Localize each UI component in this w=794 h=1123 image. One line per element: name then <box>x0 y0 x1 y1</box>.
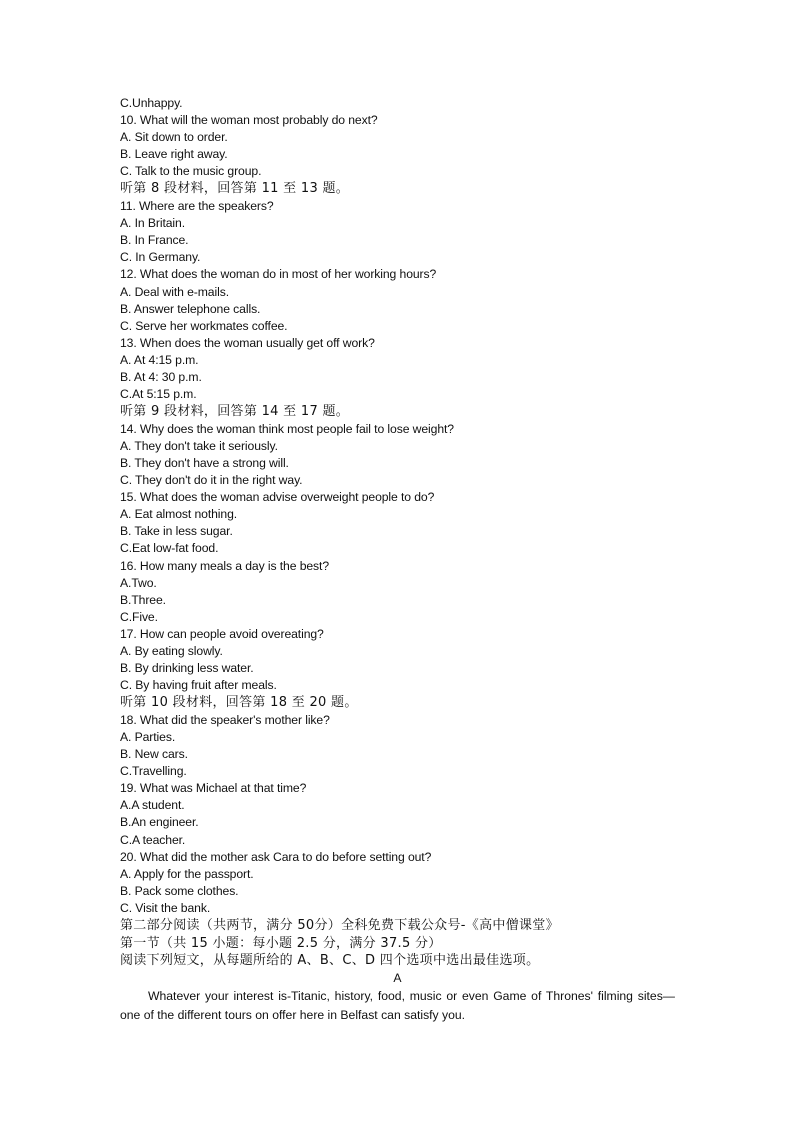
question-10: 10. What will the woman most probably do next? <box>120 113 378 128</box>
question-12: 12. What does the woman do in most of her working hours? <box>120 267 437 282</box>
option-line: C. Visit the bank. <box>120 900 211 915</box>
text-line: C.Unhappy. <box>120 96 183 110</box>
option-line: A. Sit down to order. <box>120 130 228 145</box>
option-line: C.Eat low-fat food. <box>120 541 219 556</box>
option-line: A. Apply for the passport. <box>120 866 254 881</box>
reading-instruction: 阅读下列短文，从每题所给的 A、B、C、D 四个选项中选出最佳选项。 <box>120 953 540 969</box>
option-line: C. Serve her workmates coffee. <box>120 318 288 333</box>
question-13: 13. When does the woman usually get off work? <box>120 335 375 350</box>
option-line: A. At 4:15 p.m. <box>120 352 199 367</box>
question-18: 18. What did the speaker's mother like? <box>120 712 330 727</box>
option-line: B. In France. <box>120 233 189 248</box>
question-16: 16. How many meals a day is the best? <box>120 558 330 573</box>
option-line: C. In Germany. <box>120 250 201 265</box>
section-one-heading: 第一节（共 15 小题：每小题 2.5 分，满分 37.5 分） <box>120 935 442 951</box>
option-line: B. Answer telephone calls. <box>120 301 261 316</box>
option-line: B. Take in less sugar. <box>120 524 233 539</box>
option-line: B. New cars. <box>120 747 188 762</box>
option-line: B. By drinking less water. <box>120 661 254 676</box>
question-14: 14. Why does the woman think most people fail to lose weight? <box>120 421 454 436</box>
question-11: 11. Where are the speakers? <box>120 199 274 214</box>
document-page <box>120 95 675 1025</box>
option-line: B. Pack some clothes. <box>120 883 239 898</box>
option-line: C. By having fruit after meals. <box>120 678 277 693</box>
section-instruction: 听第 8 段材料，回答第 11 至 13 题。 <box>120 181 350 197</box>
section-instruction: 听第 9 段材料，回答第 14 至 17 题。 <box>120 404 350 420</box>
option-line: B. At 4: 30 p.m. <box>120 370 202 384</box>
option-line: A. Parties. <box>120 729 176 744</box>
option-line: B. They don't have a strong will. <box>120 455 289 470</box>
question-17: 17. How can people avoid overeating? <box>120 626 324 641</box>
option-line: A.Two. <box>120 575 157 590</box>
question-15: 15. What does the woman advise overweight people to do? <box>120 490 435 505</box>
option-line: C.At 5:15 p.m. <box>120 387 197 402</box>
section-instruction: 听第 10 段材料，回答第 18 至 20 题。 <box>120 695 358 711</box>
option-line: B.Three. <box>120 592 166 607</box>
passage-label: A <box>393 970 402 985</box>
option-line: C.Travelling. <box>120 764 187 779</box>
option-line: A. Eat almost nothing. <box>120 507 238 522</box>
option-line: B. Leave right away. <box>120 147 228 162</box>
option-line: A.A student. <box>120 798 185 813</box>
option-line: A. By eating slowly. <box>120 644 223 658</box>
option-line: B.An engineer. <box>120 815 199 830</box>
passage-paragraph: Whatever your interest is-Titanic, history, food, music or even Game of Thrones' filming sites—one of the different tours on offer here in Belfast can satisfy you. <box>120 988 675 1022</box>
option-line: A. They don't take it seriously. <box>120 438 278 453</box>
option-line: A. Deal with e-mails. <box>120 284 229 299</box>
option-line: C.A teacher. <box>120 832 186 847</box>
question-20: 20. What did the mother ask Cara to do before setting out? <box>120 849 432 864</box>
question-19: 19. What was Michael at that time? <box>120 781 307 796</box>
part-two-heading: 第二部分阅读（共两节，满分 50分）全科免费下载公众号-《高中僧课堂》 <box>120 918 559 933</box>
option-line: C.Five. <box>120 609 158 624</box>
option-line: A. In Britain. <box>120 216 185 231</box>
option-line: C. Talk to the music group. <box>120 164 262 179</box>
option-line: C. They don't do it in the right way. <box>120 473 303 488</box>
